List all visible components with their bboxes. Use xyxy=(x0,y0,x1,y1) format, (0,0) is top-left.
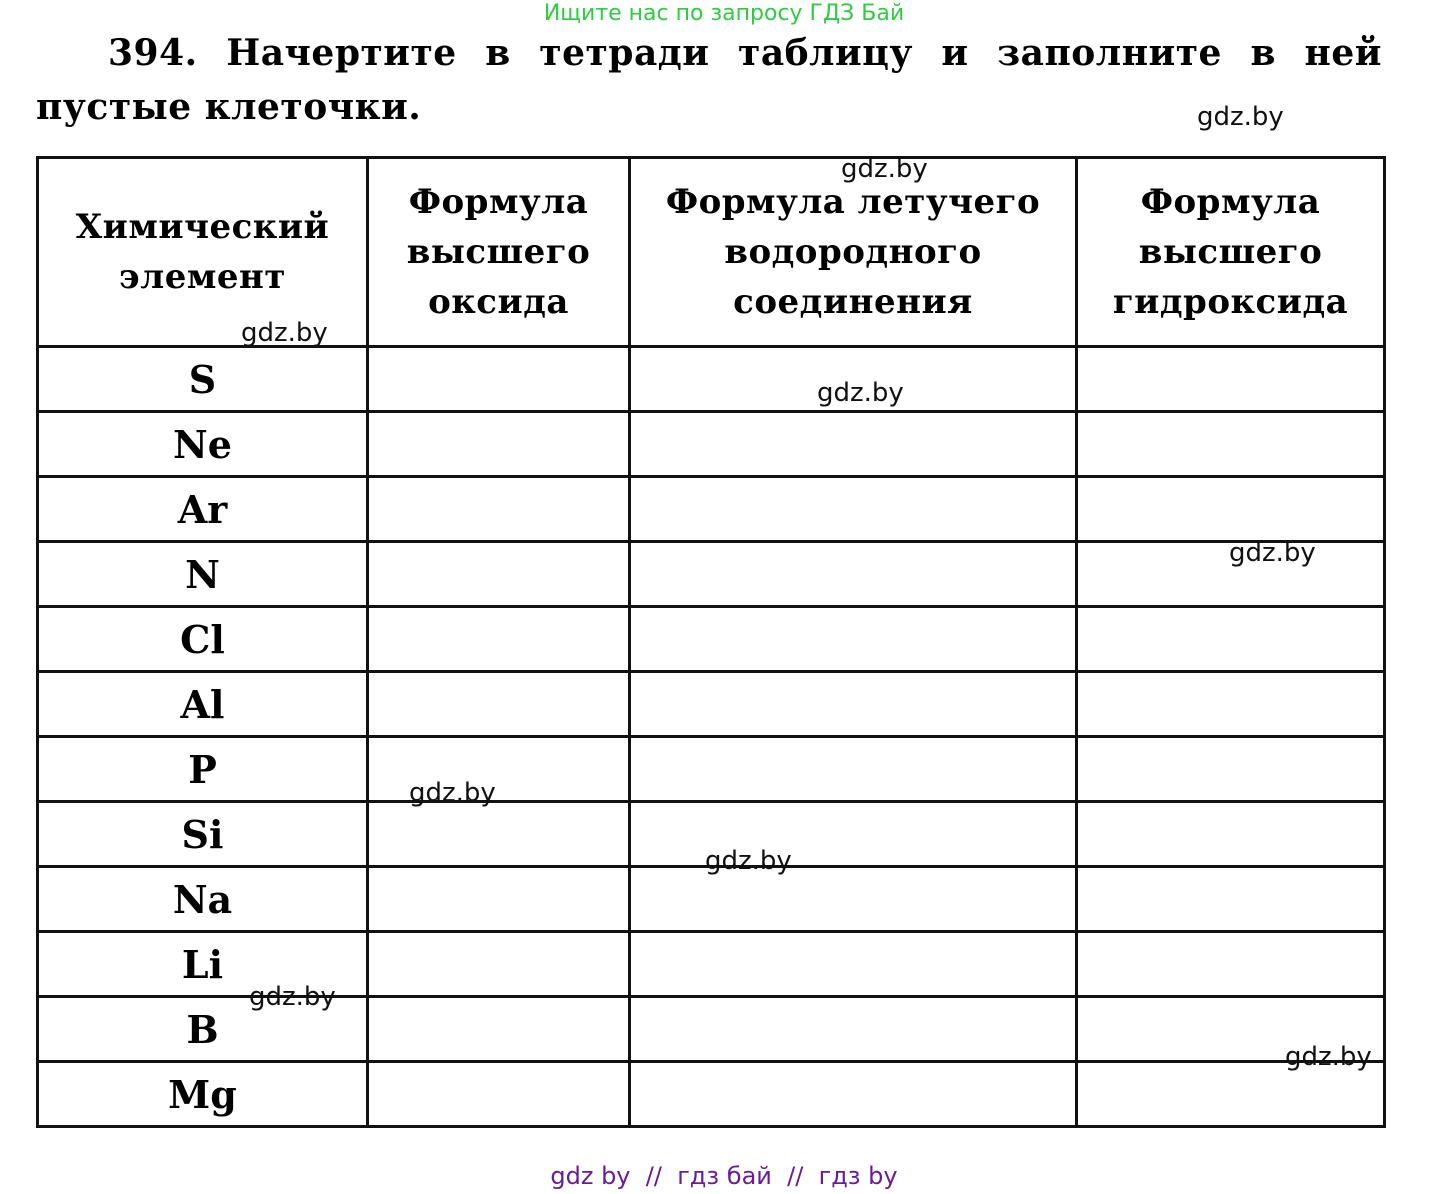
empty-cell xyxy=(368,477,630,542)
empty-cell xyxy=(368,542,630,607)
table-row xyxy=(38,867,1385,932)
empty-cell xyxy=(630,737,1077,802)
element-cell: Li xyxy=(38,932,368,997)
task-statement xyxy=(36,26,1382,134)
empty-cell xyxy=(630,607,1077,672)
empty-cell xyxy=(630,542,1077,607)
watermark: gdz.by xyxy=(817,378,904,408)
header-hydrogen-compound: Формула летучего водородного соединения xyxy=(630,158,1077,347)
empty-cell xyxy=(630,932,1077,997)
empty-cell xyxy=(368,412,630,477)
watermark: gdz.by xyxy=(249,982,336,1012)
empty-cell xyxy=(1077,412,1385,477)
empty-cell xyxy=(630,802,1077,867)
empty-cell xyxy=(368,607,630,672)
watermark: gdz.by xyxy=(705,846,792,876)
element-cell: Ne xyxy=(38,412,368,477)
table-row xyxy=(38,1062,1385,1127)
table-header-row xyxy=(38,158,1385,347)
table-row xyxy=(38,672,1385,737)
element-cell: B xyxy=(38,997,368,1062)
empty-cell xyxy=(630,672,1077,737)
empty-cell xyxy=(630,412,1077,477)
watermark: gdz.by xyxy=(1285,1042,1372,1072)
table-row xyxy=(38,932,1385,997)
empty-cell xyxy=(1077,672,1385,737)
table-row xyxy=(38,997,1385,1062)
element-cell: Al xyxy=(38,672,368,737)
watermark: gdz.by xyxy=(241,318,328,348)
table-row xyxy=(38,347,1385,412)
empty-cell xyxy=(368,867,630,932)
empty-cell xyxy=(630,867,1077,932)
empty-cell xyxy=(368,802,630,867)
empty-cell xyxy=(368,347,630,412)
top-banner: Ищите нас по запросу ГДЗ Бай xyxy=(543,1,905,26)
empty-cell xyxy=(630,997,1077,1062)
element-cell: Mg xyxy=(38,1062,368,1127)
element-cell: S xyxy=(38,347,368,412)
task-text: Начертите в тетради таблицу и заполните в ней пустые клеточки. xyxy=(36,32,1382,128)
element-cell: Na xyxy=(38,867,368,932)
header-higher-oxide: Формула высшего оксида xyxy=(368,158,630,347)
empty-cell xyxy=(630,1062,1077,1127)
empty-cell xyxy=(630,477,1077,542)
header-element: Химический элемент xyxy=(38,158,368,347)
element-cell: Ar xyxy=(38,477,368,542)
elements-table xyxy=(36,156,1386,1128)
header-higher-hydroxide: Формула высшего гидроксида xyxy=(1077,158,1385,347)
empty-cell xyxy=(1077,737,1385,802)
empty-cell xyxy=(368,997,630,1062)
empty-cell xyxy=(368,672,630,737)
watermark: gdz.by xyxy=(409,778,496,808)
table-row xyxy=(38,542,1385,607)
watermark: gdz.by xyxy=(1197,102,1284,132)
empty-cell xyxy=(1077,607,1385,672)
task-number: 394. xyxy=(108,32,198,74)
table-row xyxy=(38,737,1385,802)
element-cell: P xyxy=(38,737,368,802)
empty-cell xyxy=(1077,347,1385,412)
empty-cell xyxy=(1077,802,1385,867)
empty-cell xyxy=(1077,867,1385,932)
watermark: gdz.by xyxy=(1229,538,1316,568)
table-row xyxy=(38,412,1385,477)
watermark: gdz.by xyxy=(841,154,928,184)
empty-cell xyxy=(1077,477,1385,542)
element-cell: N xyxy=(38,542,368,607)
empty-cell xyxy=(368,737,630,802)
element-cell: Cl xyxy=(38,607,368,672)
footer-watermark: gdz by // гдз бай // гдз by xyxy=(550,1162,898,1190)
empty-cell xyxy=(1077,932,1385,997)
table-row xyxy=(38,477,1385,542)
empty-cell xyxy=(368,1062,630,1127)
empty-cell xyxy=(368,932,630,997)
table-row xyxy=(38,607,1385,672)
element-cell: Si xyxy=(38,802,368,867)
